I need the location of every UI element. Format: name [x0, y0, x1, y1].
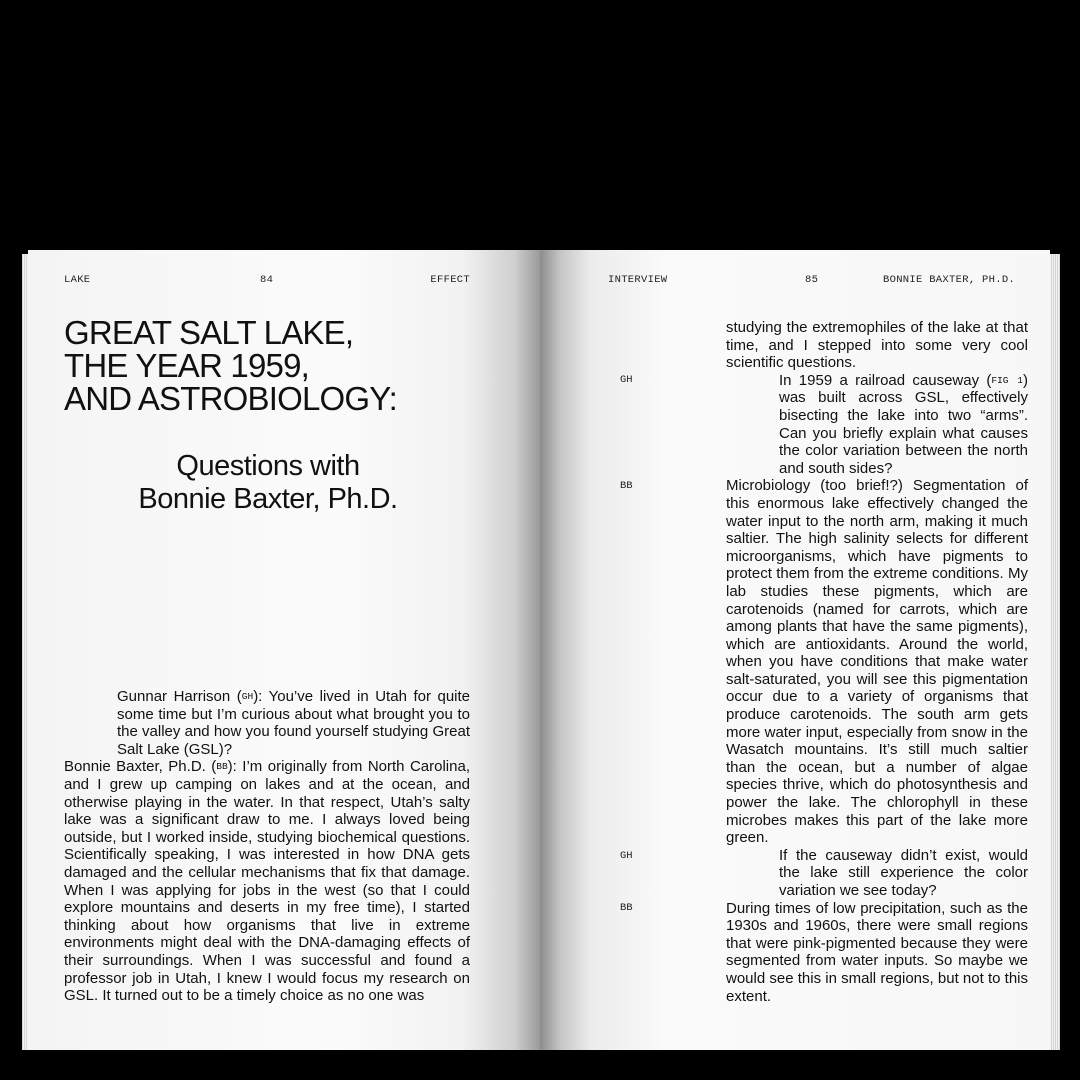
speaker-name: Bonnie Baxter, Ph.D. ( — [64, 758, 217, 776]
speaker-tag: BB — [216, 761, 228, 773]
answer-paragraph — [64, 758, 470, 1004]
answer-paragraph: Microbiology (too brief!?) Segmentation of this enormous lake effectively changed the water input to the north arm, making it much saltier. The high salinity selects for different microorganisms, which have pigments to protect them from the extreme conditions. My lab studies these pigments, which are carotenoids (named for carrots, which are among plants that have the same pigments), which are antioxidants. Around the world, when you have conditions that make water salt-saturated, you will see this pigmentation occur due to a variety of organisms that produce carotenoids. The south arm gets more water input, especially from snow in the Wasatch mountains. It’s still much saltier than the ocean, but a number of algae species thrive, which do photosynthesis and power the lake. The chlorophyll in these microbes makes this part of the lake more green. — [726, 477, 1028, 847]
speaker-tag: GH — [241, 691, 254, 702]
title-line: AND ASTROBIOLOGY: — [64, 380, 397, 417]
question-text: ) was built across GSL, effectively bisecting the lake into two “arms”. Can you briefly explain what causes the color variation between the north and south sides? — [779, 371, 1028, 477]
page-number: 85 — [805, 274, 819, 286]
article-subtitle — [64, 450, 472, 516]
title-line: THE YEAR 1959, — [64, 347, 309, 384]
speaker-label-gh: GH — [620, 374, 633, 386]
left-page — [28, 250, 540, 1050]
speaker-label-bb: BB — [620, 902, 633, 914]
question-paragraph — [779, 372, 1028, 478]
speaker-label-gh: GH — [620, 850, 633, 862]
question-paragraph: If the causeway didn’t exist, would the lake still experience the color variation we see today? — [779, 846, 1028, 899]
interview-text — [726, 319, 1028, 1005]
question-paragraph — [117, 688, 470, 758]
continuation-paragraph: studying the extremophiles of the lake at that time, and I stepped into some very cool scientific questions. — [726, 319, 1028, 372]
question-text: ): You’ve lived in Utah for quite some time but I’m curious about what brought you to the valley and how you found yourself studying Great Salt Lake (GSL)? — [117, 688, 471, 758]
subtitle-line: Bonnie Baxter, Ph.D. — [138, 483, 398, 515]
interview-text — [64, 688, 470, 1005]
page-number: 84 — [260, 274, 274, 286]
right-page — [540, 250, 1050, 1050]
speaker-name: Gunnar Harrison ( — [117, 688, 242, 705]
answer-paragraph: During times of low precipitation, such as the 1930s and 1960s, there were small regions that were pink-pigmented because they were segmented from water inputs. So maybe we would see this in small regions, but not to this extent. — [726, 899, 1028, 1005]
answer-text: ): I’m originally from North Carolina, and I grew up camping on lakes and at the ocean, and otherwise playing in the water. In that respect, Utah’s salty lake was a significant draw to me. I always loved being outside, but I worked inside, studying biochemical questions. Scientifically speaking, I was interested in how DNA gets damaged and the cellular mechanisms that fix that damage. When I was applying for jobs in the west (so that I could explore mountains and deserts in my free time), I started thinking about how organisms that live in extreme environments might deal with the DNA-damaging effects of their surroundings. When I was successful and found a professor job in Utah, I knew I would focus my research on GSL. It turned out to be a timely choice as no one was — [64, 758, 470, 1005]
running-header-right: EFFECT — [430, 274, 470, 286]
subtitle-line: Questions with — [176, 450, 360, 482]
article-title — [64, 316, 397, 415]
running-header-left: LAKE — [64, 274, 91, 286]
figure-reference: FIG 1 — [991, 374, 1023, 386]
running-header-right: BONNIE BAXTER, PH.D. — [883, 274, 1016, 286]
running-header-left: INTERVIEW — [608, 274, 668, 286]
speaker-label-bb: BB — [620, 480, 633, 492]
question-text: In 1959 a railroad causeway ( — [779, 371, 992, 389]
title-line: GREAT SALT LAKE, — [64, 314, 354, 351]
open-book — [28, 250, 1052, 1053]
